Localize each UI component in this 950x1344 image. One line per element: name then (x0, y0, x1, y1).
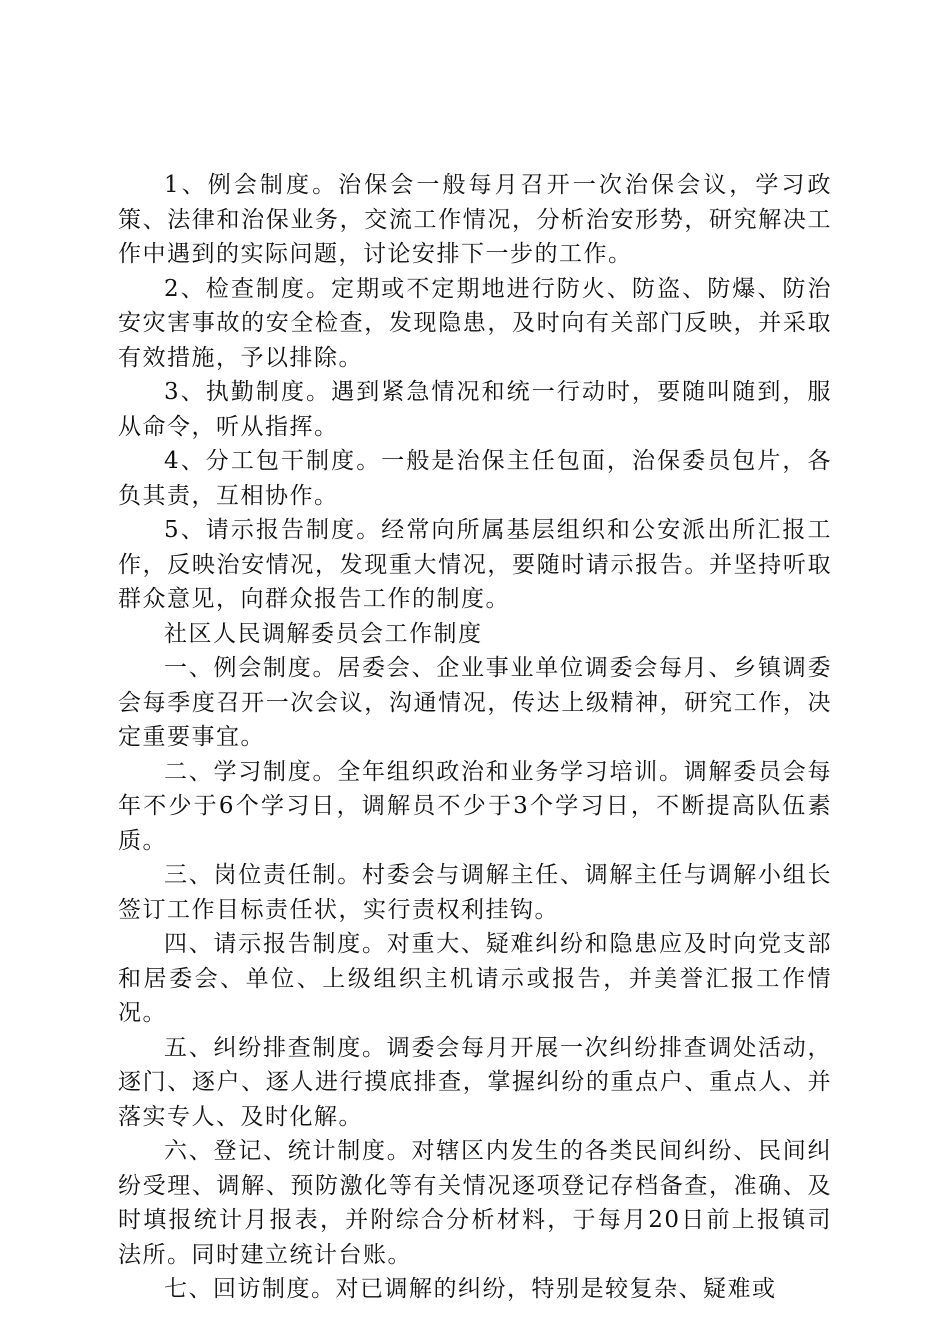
paragraph-10: 五、纠纷排查制度。调委会每月开展一次纠纷排查调处活动，逐门、逐户、逐人进行摸底排查，掌握纠纷的重点户、重点人、并落实专人、及时化解。 (118, 1034, 832, 1130)
paragraph-5: 5、请示报告制度。经常向所属基层组织和公安派出所汇报工作，反映治安情况，发现重大情况，要随时请示报告。并坚持听取群众意见，向群众报告工作的制度。 (118, 517, 832, 612)
paragraph-7: 二、学习制度。全年组织政治和业务学习培训。调解委员会每年不少于6个学习日，调解员不少于3个学习日，不断提高队伍素质。 (118, 758, 832, 854)
paragraph-1: 1、例会制度。治保会一般每月召开一次治保会议，学习政策、法律和治保业务，交流工作情况，分析治安形势，研究解决工作中遇到的实际问题，讨论安排下一步的工作。 (118, 172, 832, 267)
paragraph-4: 4、分工包干制度。一般是治保主任包面，治保委员包片，各负其责，互相协作。 (118, 448, 832, 509)
paragraph-3: 3、执勤制度。遇到紧急情况和统一行动时，要随叫随到，服从命令，听从指挥。 (118, 379, 832, 440)
paragraph-11: 六、登记、统计制度。对辖区内发生的各类民间纠纷、民间纠纷受理、调解、预防激化等有关情况逐项登记存档备查，准确、及时填报统计月报表，并附综合分析材料，于每月20日前上报镇司法所。同时建立统计台账。 (118, 1138, 832, 1268)
paragraph-8: 三、岗位责任制。村委会与调解主任、调解主任与调解小组长签订工作目标责任状，实行责权利挂钩。 (118, 862, 832, 923)
document-body (118, 168, 832, 1307)
paragraph-2: 2、检查制度。定期或不定期地进行防火、防盗、防爆、防治安灾害事故的安全检查，发现隐患，及时向有关部门反映，并采取有效措施，予以排除。 (118, 275, 832, 371)
paragraph-6: 一、例会制度。居委会、企业事业单位调委会每月、乡镇调委会每季度召开一次会议，沟通情况，传达上级精神，研究工作，决定重要事宜。 (118, 655, 832, 750)
section-heading: 社区人民调解委员会工作制度 (164, 620, 483, 647)
paragraph-12: 七、回访制度。对已调解的纠纷，特别是较复杂、疑难或 (164, 1276, 777, 1302)
paragraph-9: 四、请示报告制度。对重大、疑难纠纷和隐患应及时向党支部和居委会、单位、上级组织主机请示或报告，并美誉汇报工作情况。 (118, 931, 832, 1026)
